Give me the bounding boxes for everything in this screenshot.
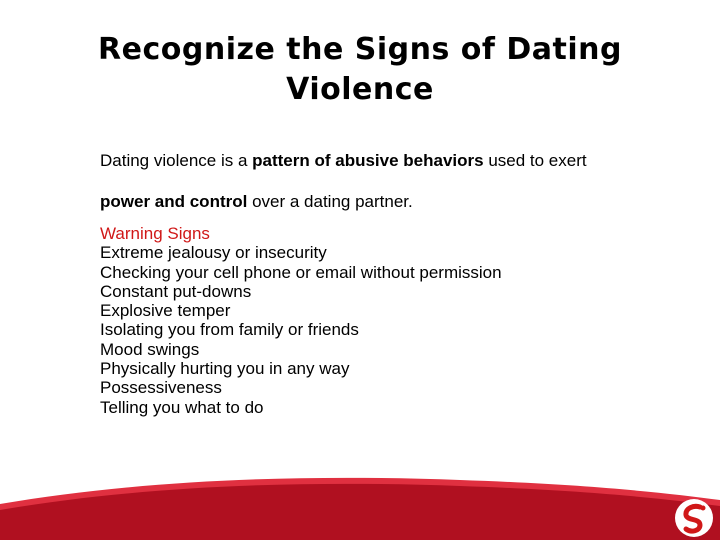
intro-bold-1: pattern of abusive behaviors: [252, 151, 484, 170]
warning-sign-item: Physically hurting you in any way: [100, 359, 350, 379]
title-line-1: Recognize the Signs of Dating: [98, 32, 622, 67]
warning-sign-item: Isolating you from family or friends: [100, 320, 359, 340]
warning-sign-item: Checking your cell phone or email without permission: [100, 262, 502, 282]
intro-part-3: over a dating partner.: [247, 192, 413, 211]
warning-sign-item: Explosive temper: [100, 301, 231, 321]
slide-body: [100, 140, 680, 417]
warning-sign-item: Constant put-downs: [100, 281, 252, 301]
warning-signs-heading: Warning Signs: [100, 224, 210, 243]
warning-sign-item: Extreme jealousy or insecurity: [100, 243, 327, 263]
footer-swoosh: [0, 470, 720, 540]
intro-part-2: used to exert: [483, 151, 587, 170]
intro-part-1: Dating violence is a: [100, 151, 253, 170]
intro-bold-2: power and control: [100, 192, 248, 211]
warning-sign-item: Telling you what to do: [100, 397, 264, 417]
warning-sign-item: Possessiveness: [100, 378, 222, 398]
title-line-2: Violence: [286, 72, 434, 107]
slide-title: [60, 30, 660, 110]
intro-text: [100, 140, 680, 222]
warning-sign-item: Mood swings: [100, 339, 200, 359]
warning-signs-list: [100, 243, 680, 417]
brand-logo-icon: [672, 496, 716, 540]
